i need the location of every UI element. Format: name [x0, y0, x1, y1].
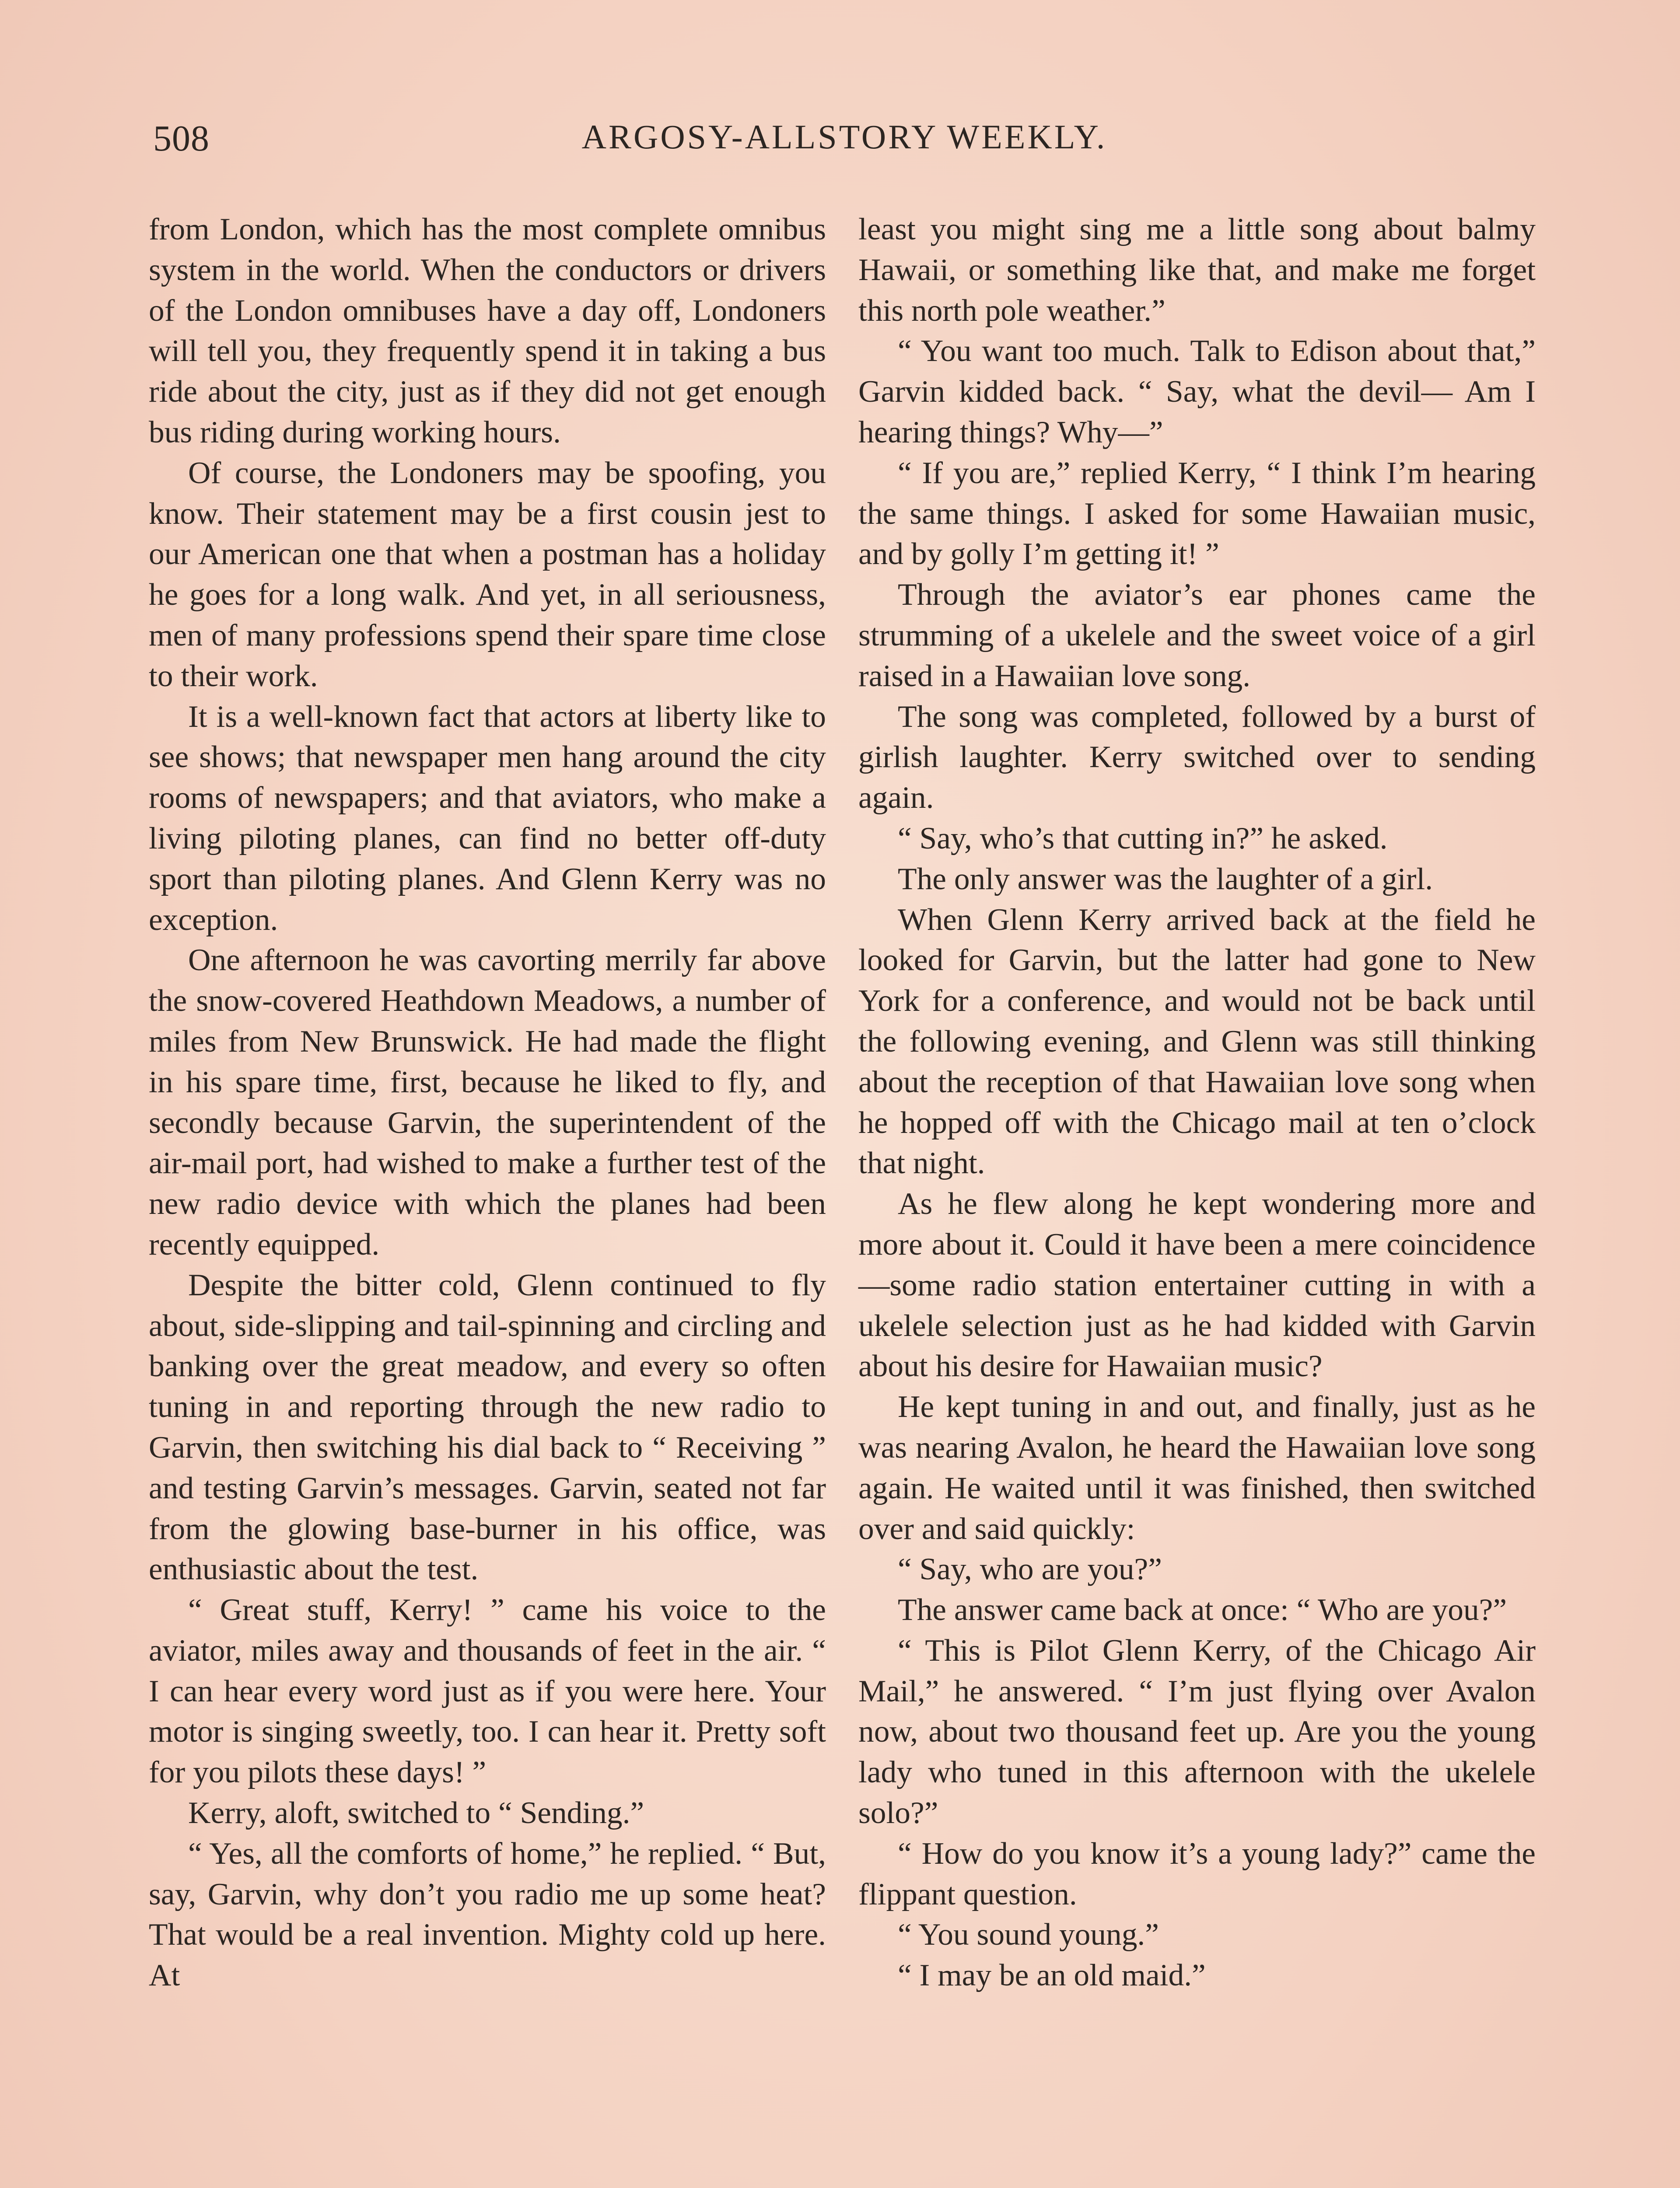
paragraph: from London, which has the most complete omnibus system in the world. When the conductors or drivers of the London omnibuses have a day off, Londoners will tell you, they frequently spend it in taking a bus ride about the city, just as if they did not get enough bus riding during working hours.: [149, 212, 826, 449]
paragraph: Through the aviator’s ear phones came the strumming of a ukelele and the sweet voice of a girl raised in a Hawaiian love song.: [858, 577, 1536, 693]
paragraph: When Glenn Kerry arrived back at the field he looked for Garvin, but the latter had gone to New York for a conference, and would not be back until the following evening, and Glenn was still thinking about the reception of that Hawaiian love song when he hopped off with the Chicago mail at ten o’clock that night.: [858, 902, 1536, 1181]
paragraph: He kept tuning in and out, and finally, just as he was nearing Avalon, he heard the Hawaiian love song again. He waited until it was finished, then switched over and said quickly:: [858, 1389, 1536, 1546]
paragraph: “ Say, who’s that cutting in?” he asked.: [898, 820, 1388, 856]
paragraph: least you might sing me a little song about balmy Hawaii, or something like that, and make me forget this north pole weather.”: [858, 212, 1536, 328]
paragraph: “ Great stuff, Kerry! ” came his voice to the aviator, miles away and thousands of feet in the air. “ I can hear every word just as if you were here. Your motor is singing sweetly, too. I can hear it. Pretty soft for you pilots these days! ”: [149, 1592, 826, 1790]
paragraph: The answer came back at once: “ Who are you?”: [898, 1592, 1507, 1627]
paragraph: Despite the bitter cold, Glenn continued to fly about, side-slipping and tail-spinning and circling and banking over the great meadow, and every so often tuning in and reporting through the new radio to Garvin, then switching his dial back to “ Receiving ” and testing Garvin’s messages. Garvin, seated not far from the glowing base-burner in his office, was enthusiastic about the test.: [149, 1267, 826, 1587]
paragraph: “ You sound young.”: [898, 1917, 1159, 1952]
paragraph: The song was completed, followed by a burst of girlish laughter. Kerry switched over to sending again.: [858, 699, 1536, 815]
paragraph: Of course, the Londoners may be spoofing, you know. Their statement may be a first cousin jest to our American one that when a postman has a holiday he goes for a long walk. And yet, in all seriousness, men of many professions spend their spare time close to their work.: [149, 455, 826, 693]
paragraph: “ This is Pilot Glenn Kerry, of the Chicago Air Mail,” he answered. “ I’m just flying over Avalon now, about two thousand feet up. Are you the young lady who tuned in this afternoon with the ukelele solo?”: [858, 1633, 1536, 1830]
paragraph: Kerry, aloft, switched to “ Sending.”: [188, 1795, 644, 1830]
paragraph: “ Yes, all the comforts of home,” he replied. “ But, say, Garvin, why don’t you radio me up some heat? That would be a real invention. Mighty cold up here. At: [149, 1836, 826, 1993]
paragraph: “ If you are,” replied Kerry, “ I think I’m hearing the same things. I asked for some Hawaiian music, and by golly I’m getting it! ”: [858, 455, 1536, 572]
paragraph: It is a well-known fact that actors at liberty like to see shows; that newspaper men hang around the city rooms of newspapers; and that aviators, who make a living piloting planes, can find no better off-duty sport than piloting planes. And Glenn Kerry was no exception.: [149, 699, 826, 937]
paragraph: “ How do you know it’s a young lady?” came the flippant question.: [858, 1836, 1536, 1911]
paragraph: As he flew along he kept wondering more and more about it. Could it have been a mere coincidence—some radio station entertainer cutting in with a ukelele selection just as he had kidded with Garvin about his desire for Hawaiian music?: [858, 1186, 1536, 1384]
right-column: [858, 209, 1536, 1996]
paragraph: “ I may be an old maid.”: [898, 1958, 1206, 1993]
paragraph: One afternoon he was cavorting merrily far above the snow-covered Heathdown Meadows, a number of miles from New Brunswick. He had made the flight in his spare time, first, because he liked to fly, and secondly because Garvin, the superintendent of the air-mail port, had wished to make a further test of the new radio device with which the planes had been recently equipped.: [149, 943, 826, 1262]
page-header: [144, 117, 1544, 170]
paragraph: “ You want too much. Talk to Edison about that,” Garvin kidded back. “ Say, what the devil— Am I hearing things? Why—”: [858, 333, 1536, 449]
left-column: [149, 209, 826, 1996]
paragraph: The only answer was the laughter of a girl.: [898, 861, 1433, 896]
running-title: ARGOSY-ALLSTORY WEEKLY.: [581, 118, 1107, 156]
page-number: 508: [153, 118, 210, 159]
paragraph: “ Say, who are you?”: [898, 1552, 1162, 1587]
